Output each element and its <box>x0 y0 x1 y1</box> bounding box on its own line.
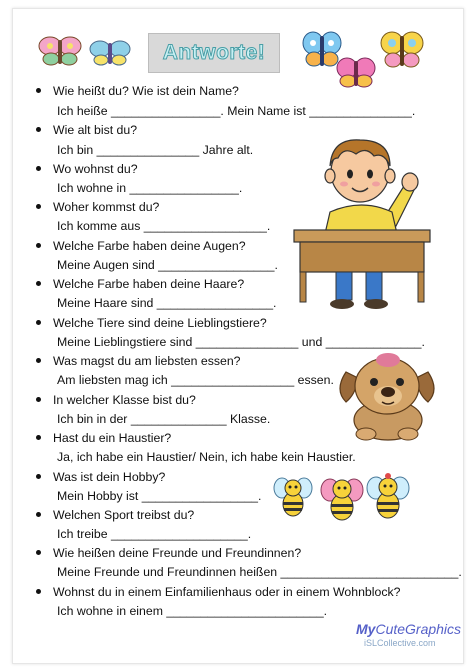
answer-1: Ich heiße ________________. Mein Name ist _______________. <box>57 104 416 118</box>
question-2: Wie alt bist du? <box>36 123 137 138</box>
question-5: Welche Farbe haben deine Augen? <box>36 239 246 254</box>
question-1: Wie heißt du? Wie ist dein Name? <box>36 84 239 99</box>
bullet-icon <box>36 358 41 363</box>
worksheet-title-box <box>148 33 280 73</box>
answer-4: Ich komme aus __________________. <box>57 219 271 233</box>
question-14: Wohnst du in einem Einfamilienhaus oder in einem Wohnblock? <box>36 585 400 600</box>
bullet-icon <box>36 435 41 440</box>
bullet-icon <box>36 166 41 171</box>
bullet-icon <box>36 397 41 402</box>
bullet-icon <box>36 88 41 93</box>
butterfly-left-icon <box>36 34 84 68</box>
bullet-icon <box>36 589 41 594</box>
question-11: Was ist dein Hobby? <box>36 470 165 485</box>
bullet-icon <box>36 550 41 555</box>
islcollective-credit: iSLCollective.com <box>364 638 436 648</box>
answer-14: Ich wohne in einem _______________________. <box>57 604 328 618</box>
bullet-icon <box>36 512 41 517</box>
bee-3-icon <box>366 470 410 520</box>
bullet-icon <box>36 243 41 248</box>
answer-10: Ja, ich habe ein Haustier/ Nein, ich habe kein Haustier. <box>57 450 356 464</box>
question-9: In welcher Klasse bist du? <box>36 393 196 408</box>
question-7: Welche Tiere sind deine Lieblingstiere? <box>36 316 267 331</box>
answer-12: Ich treibe ____________________. <box>57 527 252 541</box>
butterfly-left2-icon <box>88 38 132 68</box>
bullet-icon <box>36 204 41 209</box>
butterfly-right2-icon <box>336 56 376 90</box>
mycutegraphics-logo: MyCuteGraphics <box>356 621 462 637</box>
bullet-icon <box>36 281 41 286</box>
dog-illustration <box>336 350 438 442</box>
answer-9: Ich bin in der ______________ Klasse. <box>57 412 271 426</box>
butterfly-right3-icon <box>380 30 424 70</box>
bee-2-icon <box>320 472 364 522</box>
answer-5: Meine Augen sind _________________. <box>57 258 278 272</box>
answer-6: Meine Haare sind _________________. <box>57 296 277 310</box>
question-3: Wo wohnst du? <box>36 162 138 177</box>
answer-13: Meine Freunde und Freundinnen heißen __________________________. <box>57 565 462 579</box>
answer-8: Am liebsten mag ich __________________ essen. <box>57 373 334 387</box>
worksheet-title: Antworte! <box>162 41 266 64</box>
bullet-icon <box>36 320 41 325</box>
answer-7: Meine Lieblingstiere sind _______________ und ______________. <box>57 335 425 349</box>
boy-at-desk-illustration <box>292 132 434 310</box>
question-10: Hast du ein Haustier? <box>36 431 171 446</box>
question-6: Welche Farbe haben deine Haare? <box>36 277 244 292</box>
answer-3: Ich wohne in ________________. <box>57 181 243 195</box>
bee-1-icon <box>272 472 314 518</box>
question-13: Wie heißen deine Freunde und Freundinnen? <box>36 546 301 561</box>
bullet-icon <box>36 474 41 479</box>
answer-11: Mein Hobby ist _________________. <box>57 489 262 503</box>
question-12: Welchen Sport treibst du? <box>36 508 194 523</box>
question-4: Woher kommst du? <box>36 200 159 215</box>
answer-2: Ich bin _______________ Jahre alt. <box>57 143 254 157</box>
question-8: Was magst du am liebsten essen? <box>36 354 241 369</box>
bullet-icon <box>36 127 41 132</box>
